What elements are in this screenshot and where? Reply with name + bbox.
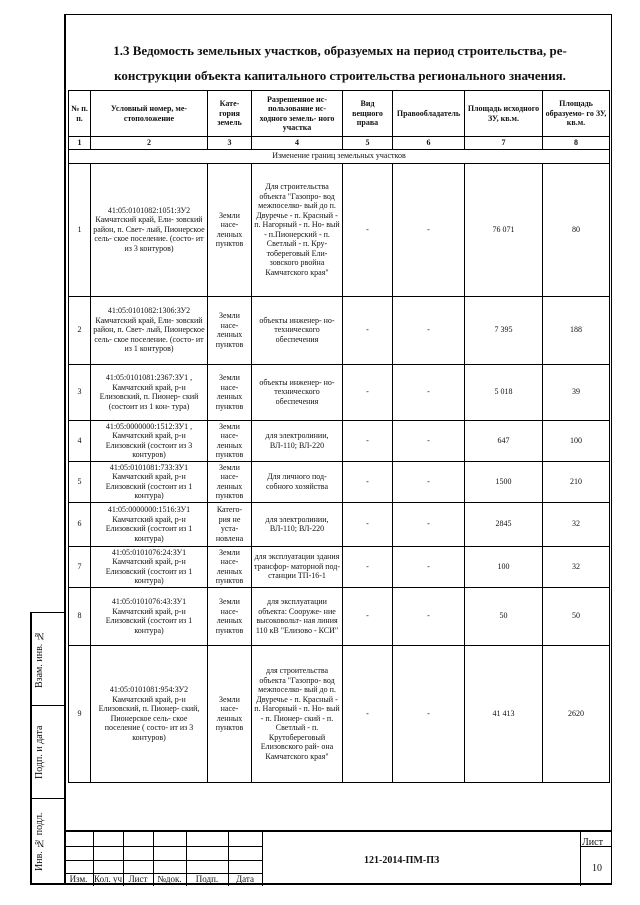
owner: - bbox=[393, 163, 465, 296]
land-category: Земли насе- ленных пунктов bbox=[208, 645, 252, 782]
stamp-caption: Подп. bbox=[195, 874, 219, 884]
side-field-podp bbox=[30, 705, 66, 799]
row-number: 5 bbox=[69, 461, 91, 502]
owner: - bbox=[393, 364, 465, 420]
header-cell: Условный номер, ме- стоположение bbox=[91, 91, 208, 137]
plot-location: 41:05:0101076:24:ЗУ1 Камчатский край, р-н Елизовский (состоит из 1 контура) bbox=[91, 546, 208, 587]
new-area: 100 bbox=[543, 420, 610, 461]
column-number: 1 bbox=[69, 137, 91, 150]
table-row bbox=[69, 645, 610, 782]
plot-location: 41:05:0101082:1051:ЗУ2 Камчатский край, Ели- зовский район, п. Свет- лый, Пионерское сель- ское поселение. (состо- ит из 3 контуров) bbox=[91, 163, 208, 296]
row-number: 9 bbox=[69, 645, 91, 782]
document-heading bbox=[72, 38, 608, 88]
table-row bbox=[69, 587, 610, 645]
property-right: - bbox=[343, 296, 393, 364]
land-category: Земли насе- ленных пунктов bbox=[208, 546, 252, 587]
land-category: Земли насе- ленных пунктов bbox=[208, 420, 252, 461]
header-cell: Правообладатель bbox=[393, 91, 465, 137]
row-number: 6 bbox=[69, 502, 91, 546]
plot-location: 41:05:0101081:733:ЗУ1 Камчатский край, р-н Елизовский (состоит из 1 контура) bbox=[91, 461, 208, 502]
permitted-use: для эксплуатации здания трансфор- маторной под- станции ТП-16-1 bbox=[252, 546, 343, 587]
owner: - bbox=[393, 502, 465, 546]
header-cell: Вид вещного права bbox=[343, 91, 393, 137]
source-area: 7 395 bbox=[465, 296, 543, 364]
new-area: 39 bbox=[543, 364, 610, 420]
property-right: - bbox=[343, 587, 393, 645]
table-row bbox=[69, 296, 610, 364]
table-header-row bbox=[69, 91, 610, 137]
new-area: 210 bbox=[543, 461, 610, 502]
property-right: - bbox=[343, 546, 393, 587]
row-number: 4 bbox=[69, 420, 91, 461]
permitted-use: для электролинии, ВЛ-110; ВЛ-220 bbox=[252, 502, 343, 546]
heading-line-1: 1.3 Ведомость земельных участков, образуемых на период строительства, ре- bbox=[113, 43, 567, 58]
column-number: 7 bbox=[465, 137, 543, 150]
owner: - bbox=[393, 420, 465, 461]
stamp-caption: Кол. уч bbox=[94, 874, 122, 884]
property-right: - bbox=[343, 420, 393, 461]
plot-location: 41:05:0000000:1516:ЗУ1 Камчатский край, р-н Елизовский (состоит из 1 контура) bbox=[91, 502, 208, 546]
column-number: 5 bbox=[343, 137, 393, 150]
property-right: - bbox=[343, 502, 393, 546]
column-number: 4 bbox=[252, 137, 343, 150]
land-category: Земли насе- ленных пунктов bbox=[208, 364, 252, 420]
table-row bbox=[69, 364, 610, 420]
plot-location: 41:05:0000000:1512:ЗУ1 , Камчатский край, р-н Елизовский (состоит из 3 контуров) bbox=[91, 420, 208, 461]
new-area: 80 bbox=[543, 163, 610, 296]
plot-location: 41:05:0101076:43:ЗУ1 Камчатский край, р-н Елизовский (состоит из 1 контура) bbox=[91, 587, 208, 645]
column-number: 3 bbox=[208, 137, 252, 150]
source-area: 1500 bbox=[465, 461, 543, 502]
header-cell: № п. п. bbox=[69, 91, 91, 137]
table-row bbox=[69, 461, 610, 502]
land-plots-table bbox=[68, 90, 610, 783]
property-right: - bbox=[343, 163, 393, 296]
row-number: 8 bbox=[69, 587, 91, 645]
permitted-use: для строительства объекта "Газопро- вод межпоселко- вый до п. Двуречье - п. Красный - п. Нагорный - п. Но- вый - п. Пионер- ский - п. Светлый - п. Крутобереговый Елизовского рай- она Камчатского края" bbox=[252, 645, 343, 782]
source-area: 76 071 bbox=[465, 163, 543, 296]
side-field-vzam bbox=[30, 612, 66, 706]
side-label-vzam: Взам. инв. № bbox=[31, 613, 47, 706]
document-code: 121-2014-ПМ-ПЗ bbox=[364, 855, 440, 866]
owner: - bbox=[393, 587, 465, 645]
owner: - bbox=[393, 645, 465, 782]
plot-location: 41:05:0101082:1306:ЗУ2 Камчатский край, Ели- зовский район, п. Свет- лый, Пионерское сель- ское поселение. (состо- ит из 1 контуров) bbox=[91, 296, 208, 364]
column-number: 8 bbox=[543, 137, 610, 150]
permitted-use: Для личного под- собного хозяйства bbox=[252, 461, 343, 502]
sheet-label: Лист bbox=[582, 837, 603, 848]
table-row bbox=[69, 420, 610, 461]
heading-line-2: конструкции объекта капитального строительства регионального значения. bbox=[114, 68, 566, 83]
table-row bbox=[69, 502, 610, 546]
side-field-inv bbox=[30, 798, 66, 884]
owner: - bbox=[393, 461, 465, 502]
header-cell: Площадь исходного ЗУ, кв.м. bbox=[465, 91, 543, 137]
plot-location: 41:05:0101081:2367:ЗУ1 , Камчатский край, р-н Елизовский, п. Пионер- ский (состоит из 1 кон- тура) bbox=[91, 364, 208, 420]
frame-right bbox=[611, 14, 612, 884]
header-cell: Разрешенное ис- пользование ис- ходного земель- ного участка bbox=[252, 91, 343, 137]
permitted-use: объекты инженер- но-технического обеспечения bbox=[252, 296, 343, 364]
group-title: Изменение границ земельных участков bbox=[69, 149, 610, 163]
permitted-use: Для строительства объекта "Газопро- вод межпоселко- вый до п. Двуречье - п. Красный - п. Нагорный - п. Но- вый - п.Пионерский - п. Светлый - п. Кру- тобереговый Ели- зовского рвойна Камчатского края" bbox=[252, 163, 343, 296]
row-number: 1 bbox=[69, 163, 91, 296]
row-number: 3 bbox=[69, 364, 91, 420]
column-number: 2 bbox=[91, 137, 208, 150]
new-area: 50 bbox=[543, 587, 610, 645]
stamp-caption: Дата bbox=[236, 874, 254, 884]
new-area: 2620 bbox=[543, 645, 610, 782]
permitted-use: для эксплуатации объекта: Сооруже- ние высоковольт- ная линия 110 кВ "Елизово - КСИ" bbox=[252, 587, 343, 645]
permitted-use: объекты инженер- но-технического обеспечения bbox=[252, 364, 343, 420]
frame-top bbox=[64, 14, 612, 15]
source-area: 647 bbox=[465, 420, 543, 461]
column-number: 6 bbox=[393, 137, 465, 150]
new-area: 188 bbox=[543, 296, 610, 364]
source-area: 41 413 bbox=[465, 645, 543, 782]
header-cell: Кате- гория земель bbox=[208, 91, 252, 137]
owner: - bbox=[393, 296, 465, 364]
new-area: 32 bbox=[543, 546, 610, 587]
sheet-number: 10 bbox=[592, 863, 602, 874]
table-row bbox=[69, 546, 610, 587]
column-number-row bbox=[69, 137, 610, 150]
land-category: Катего- рия не уста- новлена bbox=[208, 502, 252, 546]
stamp-caption: Изм. bbox=[69, 874, 88, 884]
property-right: - bbox=[343, 364, 393, 420]
stamp-caption: Лист bbox=[128, 874, 148, 884]
source-area: 2845 bbox=[465, 502, 543, 546]
permitted-use: для электролинии, ВЛ-110; ВЛ-220 bbox=[252, 420, 343, 461]
title-block bbox=[64, 830, 612, 886]
property-right: - bbox=[343, 461, 393, 502]
header-cell: Площадь образуемо- го ЗУ, кв.м. bbox=[543, 91, 610, 137]
land-category: Земли насе- ленных пунктов bbox=[208, 163, 252, 296]
row-number: 7 bbox=[69, 546, 91, 587]
table-row bbox=[69, 163, 610, 296]
side-label-podp: Подп. и дата bbox=[31, 706, 47, 799]
source-area: 5 018 bbox=[465, 364, 543, 420]
source-area: 100 bbox=[465, 546, 543, 587]
new-area: 32 bbox=[543, 502, 610, 546]
property-right: - bbox=[343, 645, 393, 782]
stamp-caption: №док. bbox=[157, 874, 182, 884]
land-category: Земли насе- ленных пунктов bbox=[208, 296, 252, 364]
land-category: Земли насе- ленных пунктов bbox=[208, 587, 252, 645]
group-row bbox=[69, 149, 610, 163]
row-number: 2 bbox=[69, 296, 91, 364]
land-category: Земли насе- ленных пунктов bbox=[208, 461, 252, 502]
plot-location: 41:05:0101081:954:ЗУ2 Камчатский край, р-н Елизовский, п. Пионер- ский, Пионерское сель- ское поселение ( состо- ит из 3 контуров) bbox=[91, 645, 208, 782]
source-area: 50 bbox=[465, 587, 543, 645]
owner: - bbox=[393, 546, 465, 587]
side-label-inv: Инв. № подл. bbox=[31, 799, 47, 884]
